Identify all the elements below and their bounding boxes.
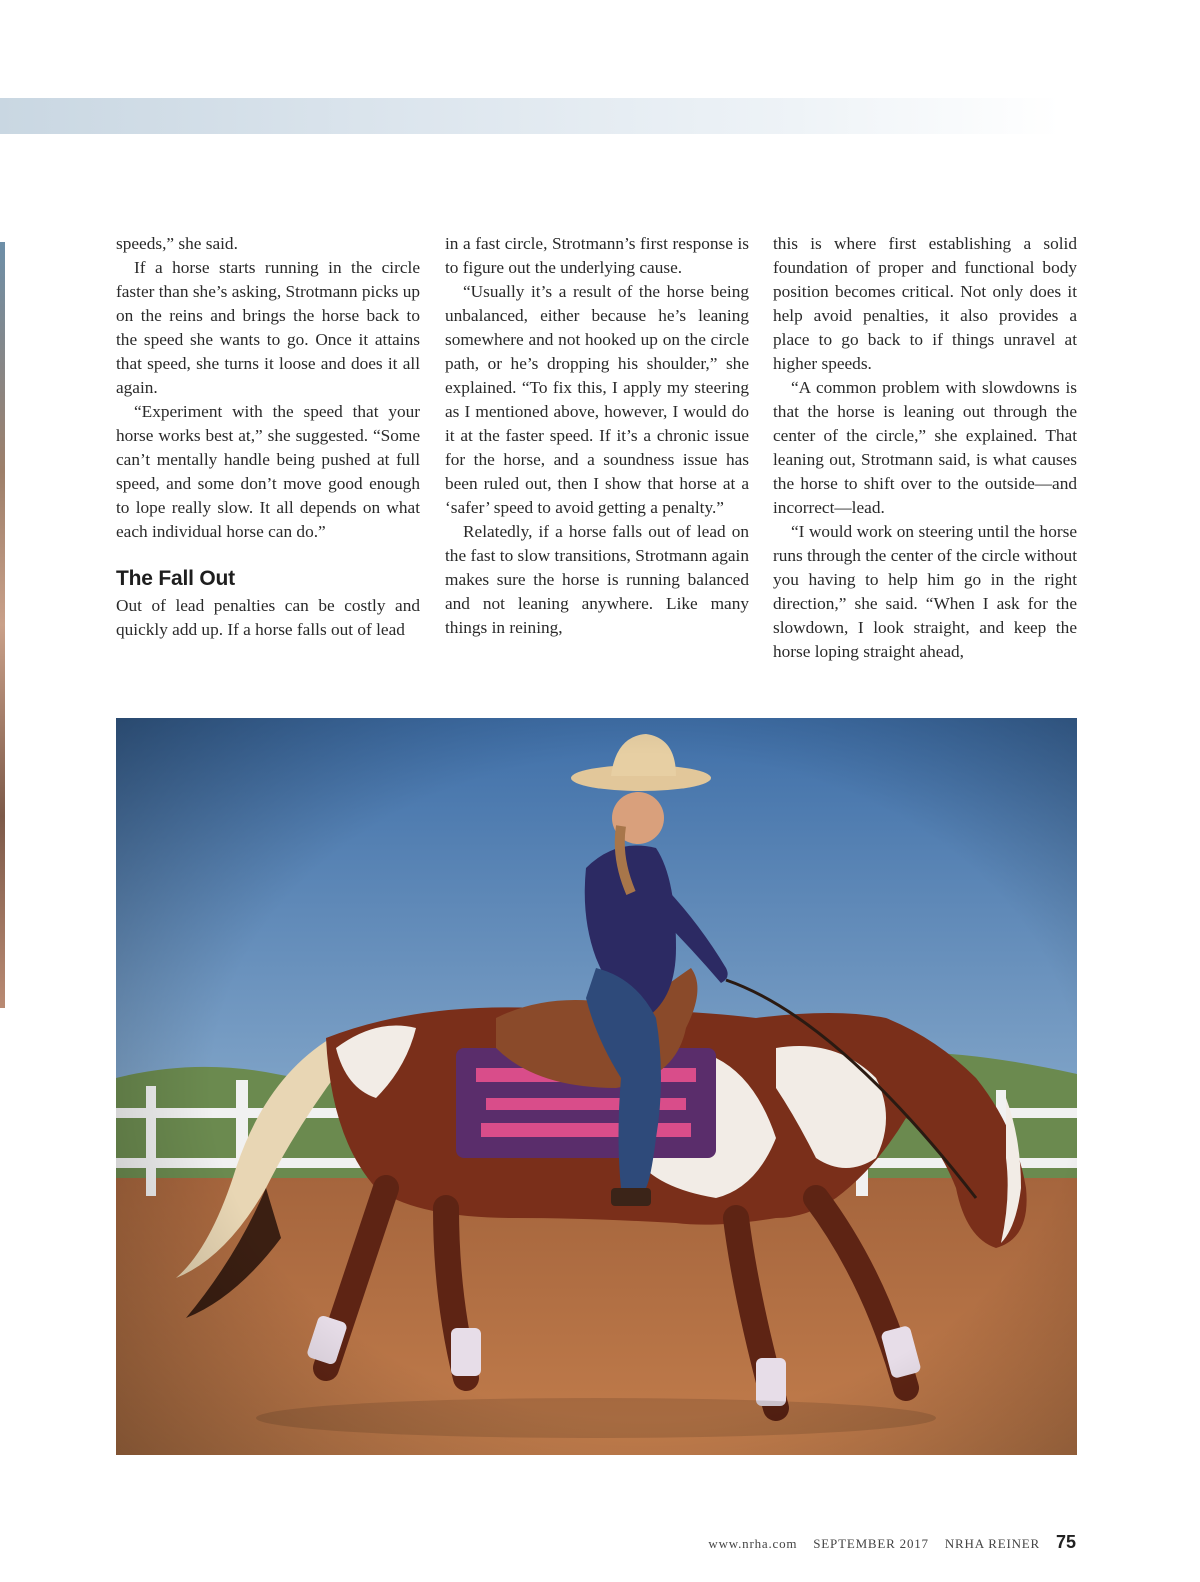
footer-magazine-name: NRHA REINER [944,1536,1040,1551]
paragraph: Relatedly, if a horse falls out of lead on the fast to slow transitions, Strotmann again makes sure the horse is running balanced and not leaning anywhere. Like many things in reining, [445,522,749,637]
paragraph: in a fast circle, Strotmann’s first response is to figure out the underlying cause. [445,234,749,277]
text-column-1 [116,232,420,642]
page-footer [708,1532,1076,1556]
section-heading: The Fall Out [116,567,235,590]
footer-url: www.nrha.com [708,1536,798,1551]
text-column-3 [773,232,1077,664]
footer-issue-date: SEPTEMBER 2017 [813,1536,929,1551]
header-color-band [0,98,1060,134]
paragraph: Out of lead penalties can be costly and quickly add up. If a horse falls out of lead [116,596,420,639]
paragraph: “Usually it’s a result of the horse being unbalanced, either because he’s leaning somewhere and not hooked up on the circle path, or he’s dropping his shoulder,” she explained. “To fix this, I apply my steering as I mentioned above, however, I would do it at the faster speed. If it’s a chronic issue for the horse, and a soundness issue has been ruled out, then I show that horse at a ‘safer’ speed to avoid getting a penalty.” [445,282,749,517]
paragraph: “I would work on steering until the horse runs through the center of the circle without you having to help him go in the right direction,” she said. “When I ask for the slowdown, I look straight, and keep the horse loping straight ahead, [773,522,1077,661]
text-column-2 [445,232,749,640]
paragraph: “Experiment with the speed that your horse works best at,” she suggested. “Some can’t mentally handle being pushed at full speed, and some don’t move good enough to lope really slow. It all depends on what each individual horse can do.” [116,402,420,541]
page-number: 75 [1055,1532,1076,1552]
paragraph: If a horse starts running in the circle faster than she’s asking, Strotmann picks up on the reins and brings the horse back to the speed she wants to go. Once it attains that speed, she turns it loose and does it all again. [116,258,420,397]
paragraph: “A common problem with slowdowns is that the horse is leaning out through the center of the circle,” she explained. That leaning out, Strotmann said, is what causes the horse to shift over to the outside—and incorrect—lead. [773,378,1077,517]
rider-on-paint-horse-photo [116,718,1077,1455]
paragraph: this is where first establishing a solid foundation of proper and functional body position becomes critical. Not only does it help avoid penalties, it also provides a place to go back to if things unravel at higher speeds. [773,234,1077,373]
paragraph: speeds,” she said. [116,234,238,253]
facing-page-photo-edge [0,242,5,1008]
